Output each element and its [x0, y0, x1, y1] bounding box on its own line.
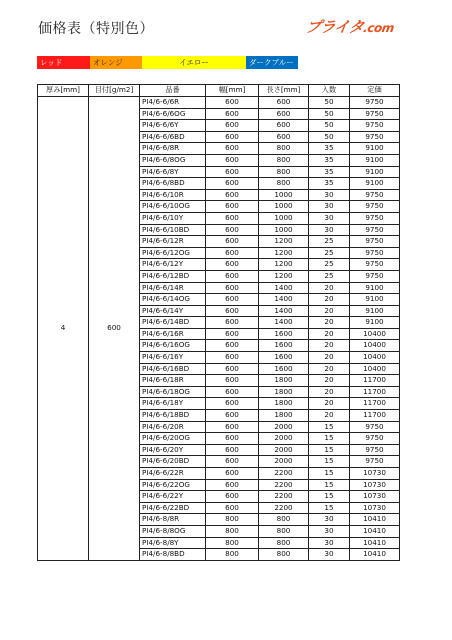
- cell-part-number: PI4/6-6/22BD: [140, 502, 206, 514]
- cell-length: 800: [259, 178, 309, 190]
- cell-width: 600: [206, 340, 259, 352]
- cell-part-number: PI4/6-6/6Y: [140, 120, 206, 132]
- brand-logo: [305, 16, 396, 37]
- cell-length: 1800: [259, 386, 309, 398]
- cell-part-number: PI4/6-6/10Y: [140, 212, 206, 224]
- cell-part-number: PI4/6-6/8BD: [140, 178, 206, 190]
- cell-quantity: 30: [309, 224, 350, 236]
- header-width: 幅[mm]: [206, 85, 259, 97]
- cell-price: 10410: [350, 514, 400, 526]
- cell-length: 800: [259, 514, 309, 526]
- cell-length: 2000: [259, 421, 309, 433]
- header-thickness: 厚み[mm]: [38, 85, 89, 97]
- cell-quantity: 20: [309, 410, 350, 422]
- cell-part-number: PI4/6-6/16BD: [140, 363, 206, 375]
- cell-part-number: PI4/6-6/14OG: [140, 294, 206, 306]
- cell-price: 10730: [350, 468, 400, 480]
- cell-width: 600: [206, 433, 259, 445]
- cell-width: 600: [206, 386, 259, 398]
- cell-quantity: 30: [309, 525, 350, 537]
- cell-part-number: PI4/6-6/16Y: [140, 352, 206, 364]
- cell-width: 600: [206, 212, 259, 224]
- header-length: 長さ[mm]: [259, 85, 309, 97]
- cell-width: 600: [206, 421, 259, 433]
- color-swatch-red: レッド: [37, 56, 90, 69]
- cell-price: 9100: [350, 305, 400, 317]
- cell-length: 800: [259, 143, 309, 155]
- cell-width: 600: [206, 375, 259, 387]
- cell-quantity: 15: [309, 444, 350, 456]
- cell-width: 800: [206, 514, 259, 526]
- page-title: 価格表（特別色）: [38, 21, 154, 37]
- header-part-number: 品番: [140, 85, 206, 97]
- cell-width: 600: [206, 294, 259, 306]
- cell-quantity: 50: [309, 120, 350, 132]
- cell-width: 600: [206, 131, 259, 143]
- cell-part-number: PI4/6-6/18R: [140, 375, 206, 387]
- cell-length: 2000: [259, 456, 309, 468]
- cell-quantity: 15: [309, 468, 350, 480]
- cell-quantity: 30: [309, 201, 350, 213]
- cell-part-number: PI4/6-6/8R: [140, 143, 206, 155]
- cell-price: 9750: [350, 247, 400, 259]
- cell-price: 11700: [350, 398, 400, 410]
- cell-price: 9100: [350, 282, 400, 294]
- cell-length: 1800: [259, 398, 309, 410]
- cell-quantity: 15: [309, 421, 350, 433]
- cell-price: 10400: [350, 363, 400, 375]
- cell-length: 1400: [259, 317, 309, 329]
- cell-price: 9750: [350, 259, 400, 271]
- table-row: [38, 97, 400, 109]
- cell-width: 600: [206, 317, 259, 329]
- header-quantity: 入数: [309, 85, 350, 97]
- cell-price: 9100: [350, 178, 400, 190]
- cell-part-number: PI4/6-6/14BD: [140, 317, 206, 329]
- cell-length: 2200: [259, 479, 309, 491]
- cell-quantity: 35: [309, 143, 350, 155]
- cell-width: 600: [206, 143, 259, 155]
- cell-quantity: 25: [309, 236, 350, 248]
- cell-quantity: 15: [309, 456, 350, 468]
- cell-price: 9750: [350, 433, 400, 445]
- cell-quantity: 50: [309, 131, 350, 143]
- cell-part-number: PI4/6-6/6BD: [140, 131, 206, 143]
- cell-price: 9750: [350, 421, 400, 433]
- cell-width: 600: [206, 328, 259, 340]
- price-table: [37, 84, 400, 561]
- cell-part-number: PI4/6-6/16OG: [140, 340, 206, 352]
- cell-part-number: PI4/6-8/8BD: [140, 549, 206, 561]
- cell-width: 600: [206, 468, 259, 480]
- cell-width: 600: [206, 236, 259, 248]
- cell-width: 600: [206, 259, 259, 271]
- cell-quantity: 30: [309, 537, 350, 549]
- cell-width: 600: [206, 363, 259, 375]
- cell-price: 10400: [350, 328, 400, 340]
- brand-logo-suffix: .com: [362, 21, 395, 35]
- cell-part-number: PI4/6-6/20Y: [140, 444, 206, 456]
- cell-quantity: 20: [309, 398, 350, 410]
- cell-price: 10410: [350, 537, 400, 549]
- cell-price: 9100: [350, 294, 400, 306]
- cell-quantity: 25: [309, 247, 350, 259]
- cell-width: 600: [206, 178, 259, 190]
- cell-part-number: PI4/6-6/6OG: [140, 108, 206, 120]
- cell-weight: 600: [89, 97, 140, 561]
- cell-length: 800: [259, 549, 309, 561]
- cell-price: 10730: [350, 502, 400, 514]
- cell-width: 600: [206, 479, 259, 491]
- cell-price: 9750: [350, 236, 400, 248]
- brand-logo-text: プライタ: [304, 18, 365, 36]
- table-header-row: [38, 85, 400, 97]
- cell-length: 600: [259, 131, 309, 143]
- cell-part-number: PI4/6-6/12OG: [140, 247, 206, 259]
- cell-price: 11700: [350, 410, 400, 422]
- cell-quantity: 30: [309, 189, 350, 201]
- cell-quantity: 15: [309, 479, 350, 491]
- cell-part-number: PI4/6-6/12Y: [140, 259, 206, 271]
- cell-length: 800: [259, 154, 309, 166]
- cell-quantity: 20: [309, 352, 350, 364]
- cell-length: 1000: [259, 212, 309, 224]
- cell-price: 9750: [350, 97, 400, 109]
- cell-length: 1000: [259, 189, 309, 201]
- cell-price: 9750: [350, 189, 400, 201]
- cell-width: 600: [206, 352, 259, 364]
- cell-width: 800: [206, 537, 259, 549]
- table-body: [38, 97, 400, 561]
- cell-part-number: PI4/6-6/18OG: [140, 386, 206, 398]
- cell-length: 600: [259, 108, 309, 120]
- cell-width: 600: [206, 410, 259, 422]
- cell-part-number: PI4/6-6/8Y: [140, 166, 206, 178]
- cell-quantity: 20: [309, 375, 350, 387]
- cell-width: 600: [206, 282, 259, 294]
- cell-length: 800: [259, 166, 309, 178]
- cell-width: 600: [206, 305, 259, 317]
- cell-width: 600: [206, 444, 259, 456]
- cell-part-number: PI4/6-6/14Y: [140, 305, 206, 317]
- cell-length: 1400: [259, 282, 309, 294]
- cell-price: 9750: [350, 108, 400, 120]
- cell-part-number: PI4/6-6/18Y: [140, 398, 206, 410]
- cell-quantity: 20: [309, 282, 350, 294]
- cell-length: 1200: [259, 270, 309, 282]
- cell-part-number: PI4/6-8/8OG: [140, 525, 206, 537]
- cell-width: 600: [206, 224, 259, 236]
- cell-length: 1200: [259, 247, 309, 259]
- cell-price: 10410: [350, 525, 400, 537]
- cell-price: 9750: [350, 131, 400, 143]
- cell-width: 600: [206, 108, 259, 120]
- cell-price: 10730: [350, 479, 400, 491]
- header-weight: 目付[g/m2]: [89, 85, 140, 97]
- cell-price: 9100: [350, 166, 400, 178]
- cell-part-number: PI4/6-6/20R: [140, 421, 206, 433]
- cell-length: 1600: [259, 340, 309, 352]
- cell-width: 600: [206, 456, 259, 468]
- cell-part-number: PI4/6-6/18BD: [140, 410, 206, 422]
- cell-price: 9750: [350, 444, 400, 456]
- cell-length: 1800: [259, 410, 309, 422]
- cell-part-number: PI4/6-6/12BD: [140, 270, 206, 282]
- cell-quantity: 30: [309, 514, 350, 526]
- cell-part-number: PI4/6-6/14R: [140, 282, 206, 294]
- cell-width: 600: [206, 154, 259, 166]
- cell-part-number: PI4/6-8/8Y: [140, 537, 206, 549]
- cell-width: 600: [206, 97, 259, 109]
- cell-price: 11700: [350, 386, 400, 398]
- cell-price: 10410: [350, 549, 400, 561]
- cell-length: 2200: [259, 491, 309, 503]
- cell-part-number: PI4/6-6/6R: [140, 97, 206, 109]
- cell-quantity: 30: [309, 549, 350, 561]
- cell-part-number: PI4/6-6/12R: [140, 236, 206, 248]
- cell-length: 1400: [259, 305, 309, 317]
- cell-quantity: 20: [309, 328, 350, 340]
- cell-price: 10400: [350, 340, 400, 352]
- cell-length: 1400: [259, 294, 309, 306]
- cell-length: 1000: [259, 201, 309, 213]
- cell-length: 800: [259, 525, 309, 537]
- cell-quantity: 20: [309, 305, 350, 317]
- cell-length: 2200: [259, 502, 309, 514]
- cell-width: 600: [206, 398, 259, 410]
- cell-length: 1600: [259, 363, 309, 375]
- cell-length: 1000: [259, 224, 309, 236]
- cell-width: 600: [206, 166, 259, 178]
- cell-length: 600: [259, 97, 309, 109]
- cell-quantity: 50: [309, 108, 350, 120]
- cell-quantity: 20: [309, 386, 350, 398]
- cell-quantity: 35: [309, 166, 350, 178]
- cell-part-number: PI4/6-6/20OG: [140, 433, 206, 445]
- cell-price: 10400: [350, 352, 400, 364]
- cell-price: 9750: [350, 212, 400, 224]
- cell-thickness: 4: [38, 97, 89, 561]
- cell-part-number: PI4/6-6/22R: [140, 468, 206, 480]
- cell-part-number: PI4/6-8/8R: [140, 514, 206, 526]
- cell-length: 1800: [259, 375, 309, 387]
- cell-length: 1200: [259, 259, 309, 271]
- cell-price: 9750: [350, 456, 400, 468]
- cell-part-number: PI4/6-6/22Y: [140, 491, 206, 503]
- color-swatch-yellow: イエロー: [142, 56, 246, 69]
- cell-price: 9100: [350, 154, 400, 166]
- cell-quantity: 20: [309, 340, 350, 352]
- cell-width: 600: [206, 247, 259, 259]
- cell-quantity: 20: [309, 294, 350, 306]
- cell-length: 1600: [259, 328, 309, 340]
- cell-part-number: PI4/6-6/10BD: [140, 224, 206, 236]
- color-swatch-dark-blue: ダークブルー: [246, 56, 298, 69]
- cell-width: 600: [206, 502, 259, 514]
- cell-quantity: 25: [309, 259, 350, 271]
- cell-quantity: 20: [309, 363, 350, 375]
- cell-length: 2200: [259, 468, 309, 480]
- cell-width: 600: [206, 201, 259, 213]
- color-legend: [37, 56, 298, 69]
- cell-width: 600: [206, 189, 259, 201]
- cell-length: 800: [259, 537, 309, 549]
- cell-part-number: PI4/6-6/10OG: [140, 201, 206, 213]
- cell-part-number: PI4/6-6/8OG: [140, 154, 206, 166]
- cell-length: 1200: [259, 236, 309, 248]
- cell-length: 2000: [259, 444, 309, 456]
- cell-length: 600: [259, 120, 309, 132]
- cell-quantity: 50: [309, 97, 350, 109]
- cell-width: 600: [206, 491, 259, 503]
- cell-quantity: 35: [309, 178, 350, 190]
- cell-quantity: 30: [309, 212, 350, 224]
- cell-price: 9750: [350, 224, 400, 236]
- cell-quantity: 15: [309, 491, 350, 503]
- cell-quantity: 25: [309, 270, 350, 282]
- cell-price: 9100: [350, 317, 400, 329]
- cell-width: 800: [206, 525, 259, 537]
- cell-part-number: PI4/6-6/10R: [140, 189, 206, 201]
- cell-part-number: PI4/6-6/22OG: [140, 479, 206, 491]
- cell-quantity: 15: [309, 502, 350, 514]
- cell-price: 9750: [350, 270, 400, 282]
- cell-part-number: PI4/6-6/20BD: [140, 456, 206, 468]
- cell-width: 800: [206, 549, 259, 561]
- cell-price: 10730: [350, 491, 400, 503]
- cell-price: 9750: [350, 201, 400, 213]
- cell-price: 9100: [350, 143, 400, 155]
- cell-price: 11700: [350, 375, 400, 387]
- cell-quantity: 15: [309, 433, 350, 445]
- cell-width: 600: [206, 270, 259, 282]
- cell-length: 1600: [259, 352, 309, 364]
- cell-price: 9750: [350, 120, 400, 132]
- cell-length: 2000: [259, 433, 309, 445]
- cell-quantity: 35: [309, 154, 350, 166]
- cell-quantity: 20: [309, 317, 350, 329]
- cell-part-number: PI4/6-6/16R: [140, 328, 206, 340]
- color-swatch-orange: オレンジ: [90, 56, 142, 69]
- header-price: 定価: [350, 85, 400, 97]
- cell-width: 600: [206, 120, 259, 132]
